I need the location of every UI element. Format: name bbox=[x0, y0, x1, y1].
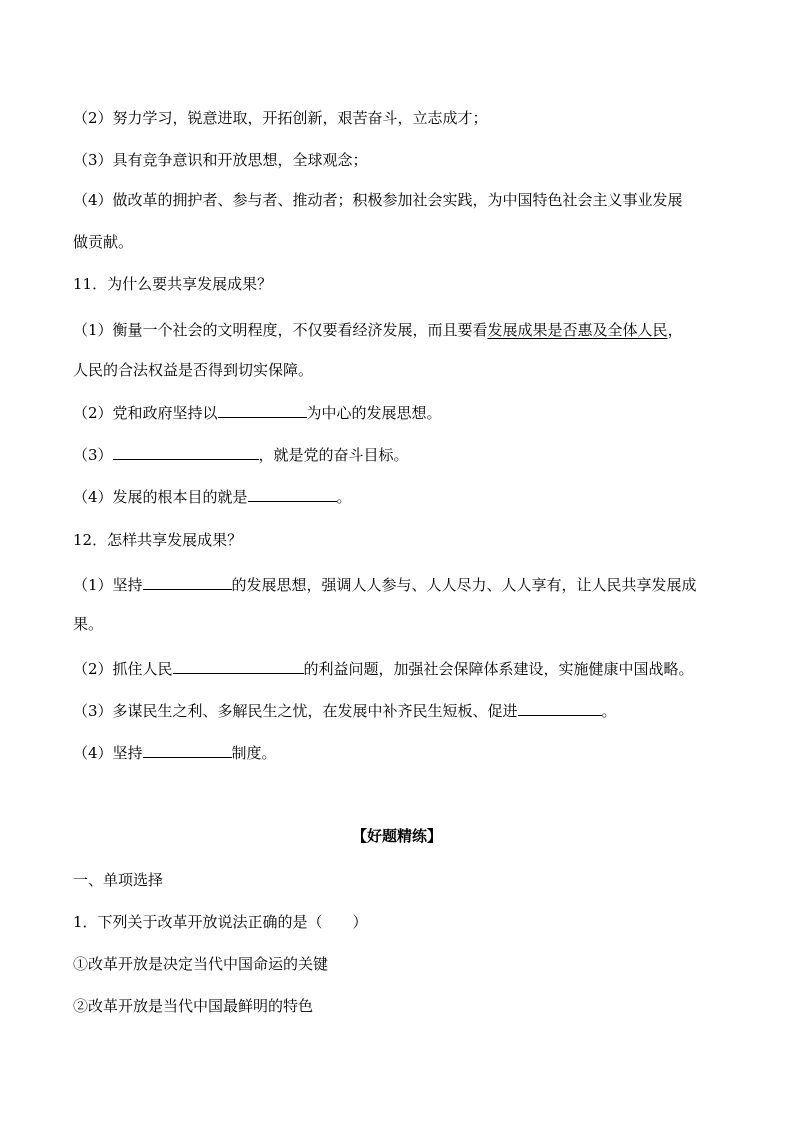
text-line: （2）抓住人民 的利益问题，加强社会保障体系建设，实施健康中国战略。 bbox=[73, 660, 694, 678]
question-11: 11．为什么要共享发展成果？ bbox=[73, 275, 273, 293]
answer-blank[interactable] bbox=[518, 700, 602, 716]
answer-blank[interactable] bbox=[143, 742, 232, 758]
question-12: 12．怎样共享发展成果？ bbox=[73, 531, 243, 549]
text-line: 做贡献。 bbox=[73, 233, 134, 251]
text-line: （4）发展的根本目的就是 。 bbox=[73, 488, 352, 506]
question-1: 1．下列关于改革开放说法正确的是（ ） bbox=[73, 913, 368, 931]
option-2: ②改革开放是当代中国最鲜明的特色 bbox=[73, 997, 314, 1015]
underlined-answer: 发展成果是否惠及全体人民 bbox=[487, 321, 668, 339]
text-line: 果。 bbox=[73, 615, 104, 633]
text-line: （1）衡量一个社会的文明程度，不仅要看经济发展，而且要看发展成果是否惠及全体人民， bbox=[73, 321, 683, 339]
answer-blank[interactable] bbox=[173, 658, 304, 674]
text-line: （2）党和政府坚持以 为中心的发展思想。 bbox=[73, 404, 442, 422]
text-line: 人民的合法权益是否得到切实保障。 bbox=[73, 361, 314, 379]
text-line: （2）努力学习，锐意进取，开拓创新，艰苦奋斗，立志成才； bbox=[73, 109, 488, 127]
answer-blank[interactable] bbox=[218, 402, 307, 418]
text-line: （4）坚持 制度。 bbox=[73, 744, 277, 762]
section-title: 【好题精练】 bbox=[351, 827, 442, 845]
text-line: （1）坚持 的发展思想，强调人人参与、人人尽力、人人享有，让人民共享发展成 bbox=[73, 576, 697, 594]
text-line: （4）做改革的拥护者、参与者、推动者；积极参加社会实践，为中国特色社会主义事业发展 bbox=[73, 191, 683, 209]
answer-blank[interactable] bbox=[113, 444, 259, 460]
text-line: （3）具有竞争意识和开放思想，全球观念； bbox=[73, 151, 368, 169]
text-line: （3） ，就是党的奋斗目标。 bbox=[73, 446, 409, 464]
answer-blank[interactable] bbox=[143, 574, 232, 590]
answer-blank[interactable] bbox=[248, 486, 337, 502]
option-1: ①改革开放是决定当代中国命运的关键 bbox=[73, 955, 329, 973]
text-line: （3）多谋民生之利、多解民生之忧，在发展中补齐民生短板、促进 。 bbox=[73, 702, 617, 720]
part-heading: 一、单项选择 bbox=[73, 871, 164, 889]
